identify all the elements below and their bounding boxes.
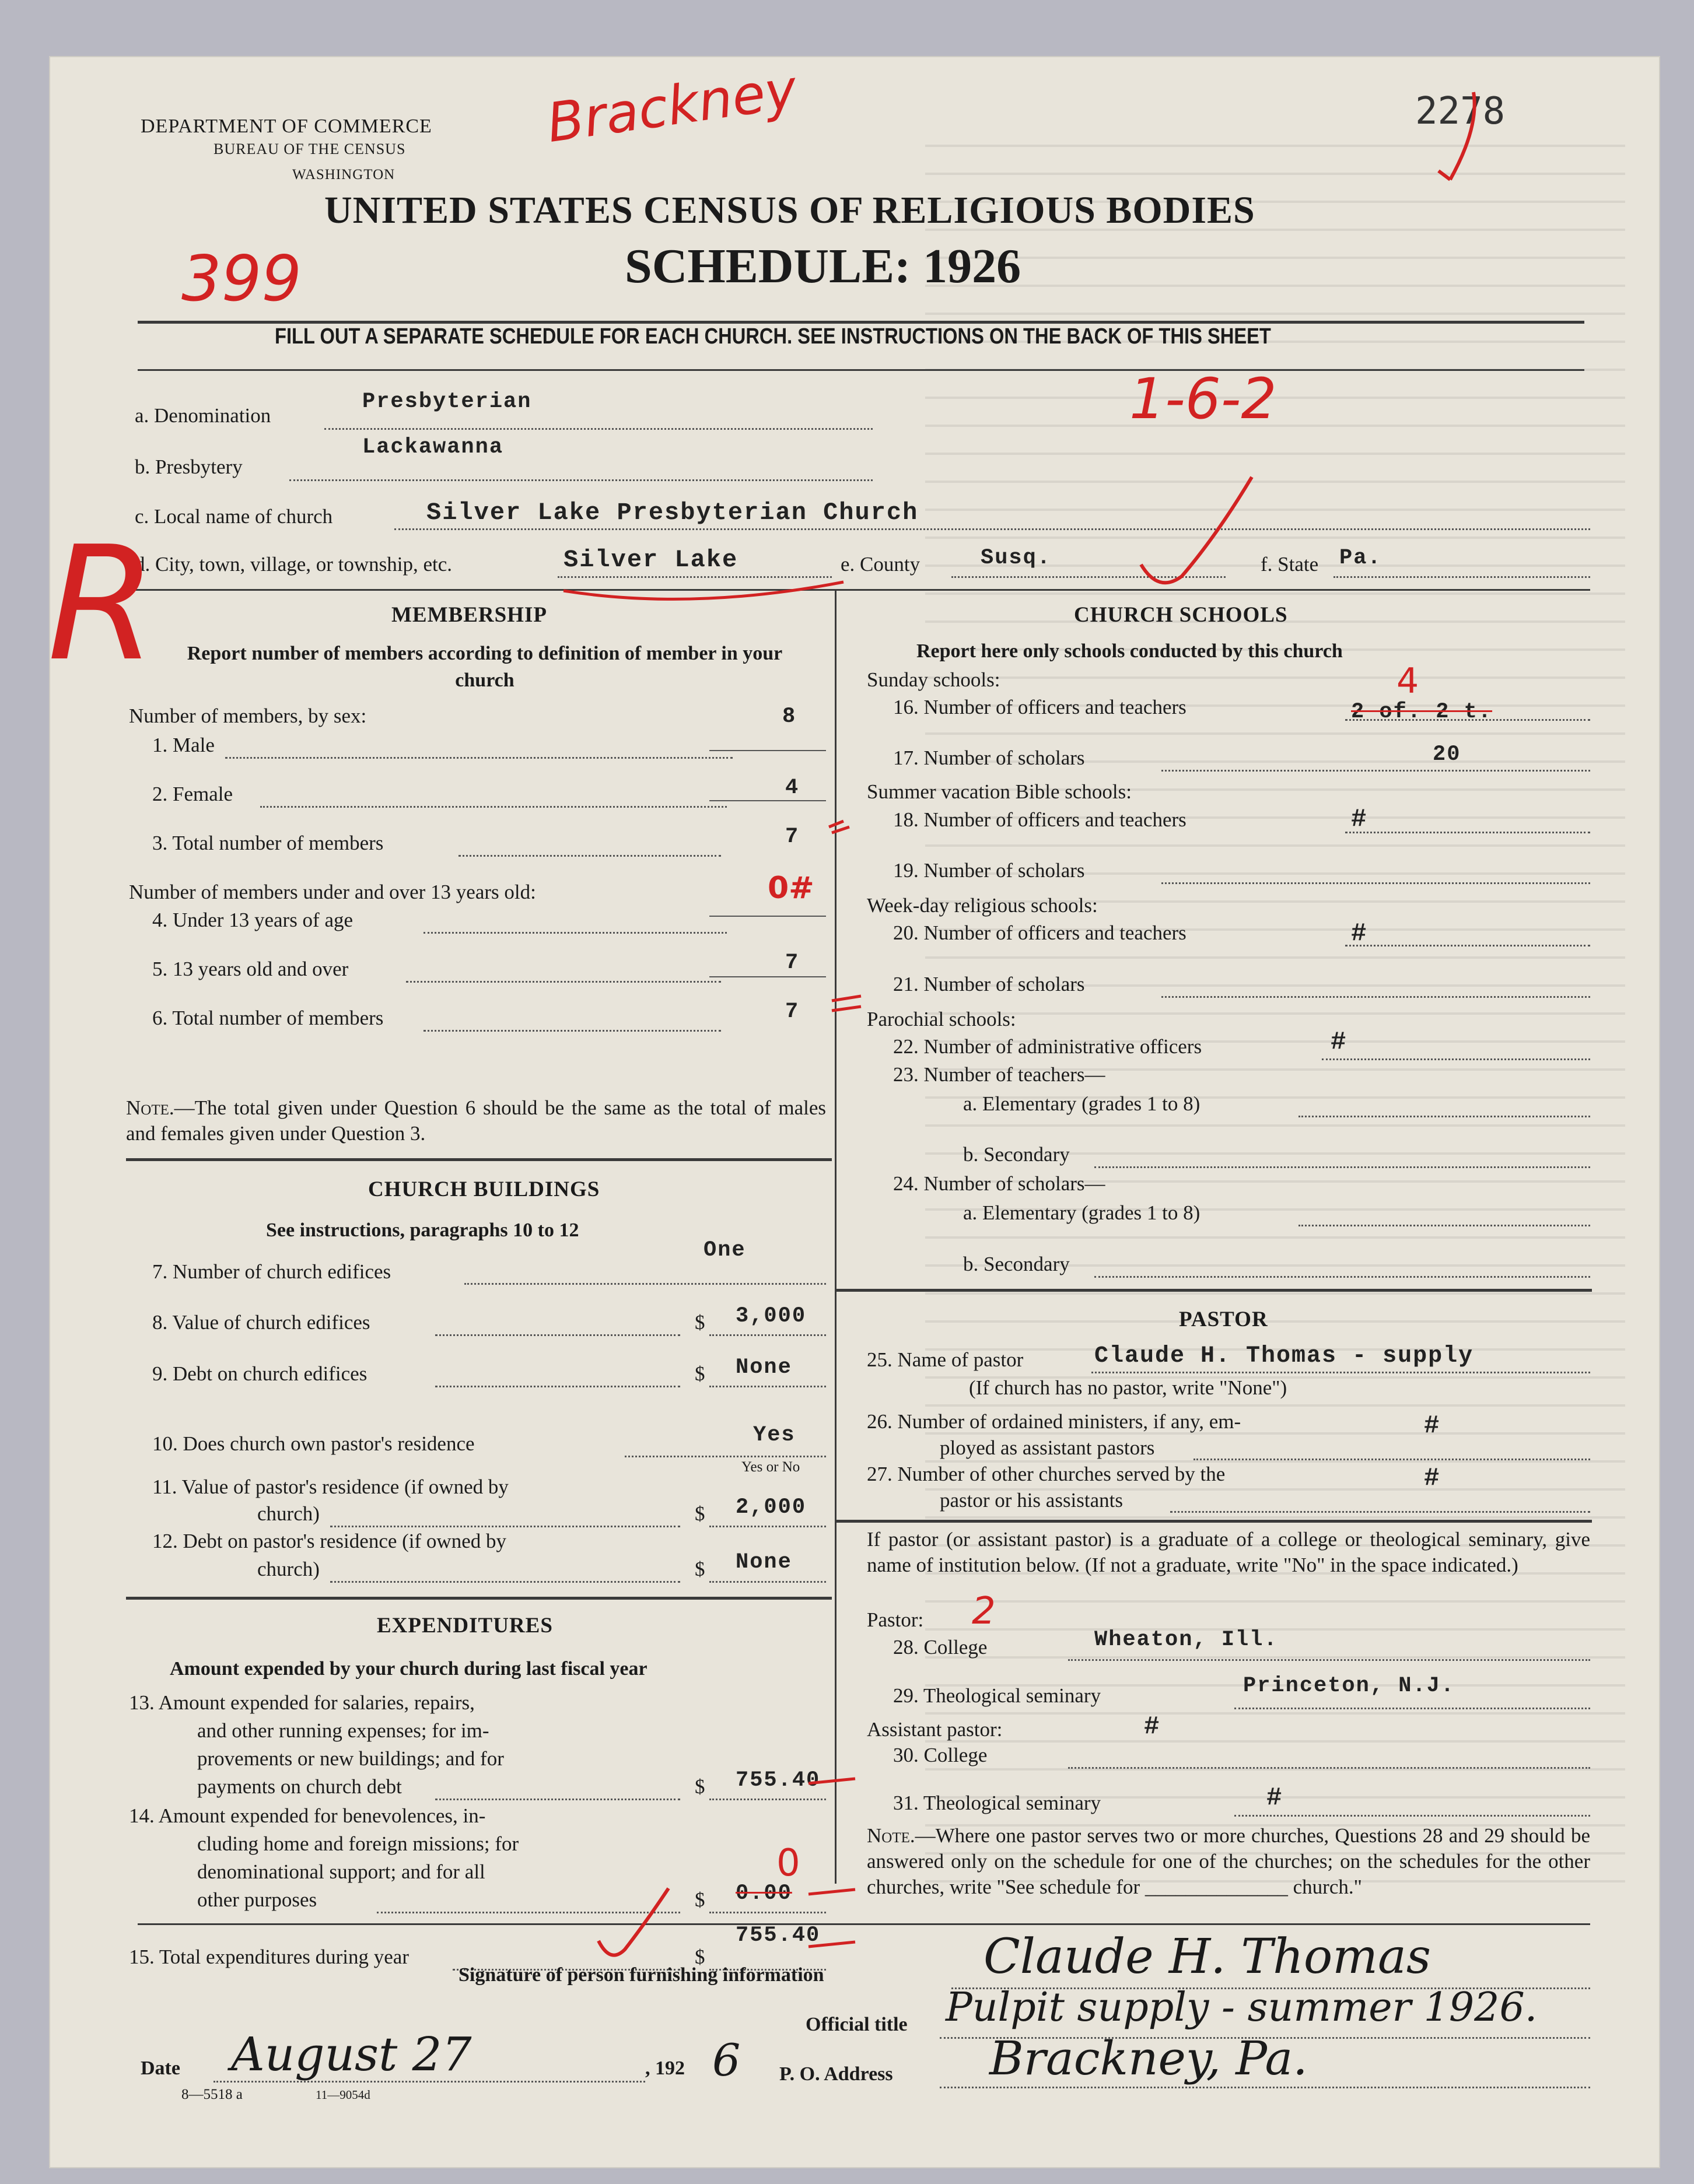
assistant-ministers-label-1: 26. Number of ordained ministers, if any, em- <box>867 1410 1241 1433</box>
seminary-label: 29. Theological seminary <box>893 1684 1101 1707</box>
census-schedule-sheet <box>47 57 1659 2167</box>
total-expenditures-label: 15. Total expenditures during year <box>129 1945 409 1968</box>
annotation-margin-letter: R <box>47 512 157 696</box>
total-members-age-label: 6. Total number of members <box>152 1007 384 1029</box>
annotation-code: 1-6-2 <box>1129 366 1277 432</box>
city-label: d. City, town, village, or township, etc. <box>135 553 453 576</box>
vacation-scholars-label: 19. Number of scholars <box>893 859 1085 882</box>
vacation-teachers-label: 18. Number of officers and teachers <box>893 808 1186 831</box>
membership-note: Note.—The total given under Question 6 should be the same as the total of males and females given under Question 3. <box>126 1096 826 1145</box>
assistant-ministers-field[interactable]: # <box>1424 1411 1441 1440</box>
pastor-name-hint: (If church has no pastor, write "None") <box>969 1376 1287 1399</box>
college-field[interactable]: Wheaton, Ill. <box>1094 1628 1278 1652</box>
pastor-red-mark: 2 <box>972 1590 996 1633</box>
page-subtitle: SCHEDULE: 1926 <box>625 239 1021 293</box>
assistant-college-label: 30. College <box>893 1744 988 1766</box>
pastor-subheading: Pastor: <box>867 1608 924 1631</box>
edifices-count-field[interactable]: One <box>704 1238 746 1263</box>
sunday-teachers-correction: 4 <box>1396 661 1419 702</box>
members-by-age-value[interactable]: 0# <box>768 871 814 906</box>
benevolences-label-1: 14. Amount expended for benevolences, in- <box>129 1804 486 1827</box>
benevolences-label-3: denominational support; and for all <box>197 1860 485 1883</box>
total-members-value[interactable]: 7 <box>785 825 800 849</box>
assistant-ministers-label-2: ployed as assistant pastors <box>940 1436 1155 1459</box>
residence-value-label-2: church) <box>257 1502 320 1525</box>
presbytery-label: b. Presbytery <box>135 455 243 478</box>
total-members-label: 3. Total number of members <box>152 832 384 854</box>
owns-residence-label: 10. Does church own pastor's residence <box>152 1432 475 1455</box>
edifices-count-label: 7. Number of church edifices <box>152 1260 391 1283</box>
sunday-teachers-label: 16. Number of officers and teachers <box>893 696 1186 718</box>
residence-debt-label-2: church) <box>257 1558 320 1580</box>
weekday-schools-label: Week-day religious schools: <box>867 894 1098 917</box>
other-churches-field[interactable]: # <box>1424 1464 1441 1493</box>
assistant-pastor-field[interactable]: # <box>1144 1712 1161 1741</box>
sunday-scholars-field[interactable]: 20 <box>1433 742 1461 767</box>
over-13-value[interactable]: 7 <box>785 951 800 975</box>
sunday-scholars-label: 17. Number of scholars <box>893 746 1085 769</box>
pastor-name-label: 25. Name of pastor <box>867 1348 1024 1371</box>
print-number: 11—9054d <box>316 2088 370 2102</box>
denomination-label: a. Denomination <box>135 404 271 427</box>
membership-heading: MEMBERSHIP <box>391 603 547 627</box>
parochial-officers-field[interactable]: # <box>1331 1028 1348 1057</box>
assistant-seminary-label: 31. Theological seminary <box>893 1792 1101 1814</box>
form-number: 8—5518 a <box>181 2087 243 2102</box>
church-schools-intro: Report here only schools conducted by this church <box>916 640 1343 662</box>
parochial-scholars-label: 24. Number of scholars— <box>893 1172 1105 1195</box>
benevolences-correction: 0 <box>776 1842 800 1885</box>
membership-intro: Report number of members according to definition of member in your church <box>187 643 783 691</box>
official-title-label: Official title <box>806 2014 908 2035</box>
city-heading: WASHINGTON <box>292 167 396 183</box>
page-title: UNITED STATES CENSUS OF RELIGIOUS BODIES <box>324 189 1255 232</box>
expenses-label-3: provements or new buildings; and for <box>197 1747 504 1770</box>
county-label: e. County <box>841 553 921 576</box>
weekday-teachers-field[interactable]: # <box>1351 919 1368 948</box>
edifices-debt-label: 9. Debt on church edifices <box>152 1362 368 1385</box>
weekday-scholars-label: 21. Number of scholars <box>893 973 1085 995</box>
owns-residence-field[interactable]: Yes <box>753 1423 796 1447</box>
year-prefix: , 192 <box>645 2057 685 2079</box>
expenses-label-1: 13. Amount expended for salaries, repairs, <box>129 1691 475 1714</box>
sunday-schools-label: Sunday schools: <box>867 668 1000 691</box>
date-field[interactable]: August 27 <box>231 2027 472 2081</box>
graduate-instructions: If pastor (or assistant pastor) is a graduate of a college or theological seminary, give name of institution below. (If not a graduate, write "No" in the space indicated.) <box>867 1528 1590 1576</box>
signature-field[interactable]: Claude H. Thomas <box>984 1929 1431 1985</box>
scholars-secondary-label: b. Secondary <box>963 1253 1070 1275</box>
other-churches-label-2: pastor or his assistants <box>940 1489 1124 1512</box>
church-buildings-heading: CHURCH BUILDINGS <box>368 1177 600 1201</box>
scholars-elementary-label: a. Elementary (grades 1 to 8) <box>963 1201 1200 1224</box>
schedule-number: 2278 <box>1415 90 1506 133</box>
expenses-label-2: and other running expenses; for im- <box>197 1719 489 1742</box>
residence-value-label-1: 11. Value of pastor's residence (if owned by <box>152 1475 509 1498</box>
red-check-marks <box>50 57 1659 2167</box>
official-title-field[interactable]: Pulpit supply - summer 1926. <box>946 1985 1538 2031</box>
signature-label: Signature of person furnishing information <box>459 1964 824 1986</box>
bureau-heading: BUREAU OF THE CENSUS <box>214 141 406 157</box>
parochial-teachers-label: 23. Number of teachers— <box>893 1063 1105 1086</box>
weekday-teachers-label: 20. Number of officers and teachers <box>893 921 1186 944</box>
denomination-field[interactable]: Presbyterian <box>362 390 532 414</box>
instruction-banner: FILL OUT A SEPARATE SCHEDULE FOR EACH CHURCH. SEE INSTRUCTIONS ON THE BACK OF THIS SHEET <box>275 324 1271 349</box>
benevolences-field[interactable]: 0.00 <box>736 1881 792 1906</box>
po-address-field[interactable]: Brackney, Pa. <box>989 2031 1308 2085</box>
po-address-label: P. O. Address <box>779 2063 893 2085</box>
dollar-sign-q9: $ <box>695 1362 705 1385</box>
other-churches-label-1: 27. Number of other churches served by the <box>867 1463 1226 1485</box>
church-schools-heading: CHURCH SCHOOLS <box>1074 603 1288 627</box>
dollar-sign-q14: $ <box>695 1888 705 1911</box>
total-members-age-value[interactable]: 7 <box>785 1000 800 1024</box>
benevolences-label-2: cluding home and foreign missions; for <box>197 1832 519 1855</box>
members-by-sex-label: Number of members, by sex: <box>129 704 367 727</box>
expenditures-heading: EXPENDITURES <box>377 1614 553 1638</box>
edifices-value-field[interactable]: 3,000 <box>736 1304 807 1328</box>
teachers-secondary-label: b. Secondary <box>963 1143 1070 1166</box>
assistant-seminary-field[interactable]: # <box>1266 1783 1283 1813</box>
residence-value-field[interactable]: 2,000 <box>736 1495 807 1520</box>
city-field[interactable]: Silver Lake <box>564 546 738 574</box>
dollar-sign-q13: $ <box>695 1775 705 1798</box>
pastor-name-field[interactable]: Claude H. Thomas - supply <box>1094 1343 1474 1369</box>
pastor-note: Note.—Where one pastor serves two or more churches, Questions 28 and 29 should be answered only on the schedule for one of the churches; on the schedules for the other churches, write "See schedule for ______________ church." <box>867 1824 1590 1898</box>
pastor-heading: PASTOR <box>1179 1307 1268 1331</box>
date-label: Date <box>141 2057 180 2079</box>
sunday-teachers-field[interactable]: 2 of. 2 t. <box>1351 700 1493 724</box>
vacation-schools-label: Summer vacation Bible schools: <box>867 780 1132 803</box>
residence-debt-label-1: 12. Debt on pastor's residence (if owned by <box>152 1530 506 1552</box>
expenses-label-4: payments on church debt <box>197 1775 402 1798</box>
church-buildings-sub: See instructions, paragraphs 10 to 12 <box>266 1219 579 1241</box>
members-by-sex-value[interactable]: 8 <box>782 704 797 729</box>
church-name-label: c. Local name of church <box>135 505 333 528</box>
dollar-sign-q12: $ <box>695 1558 705 1580</box>
dollar-sign-q15: $ <box>695 1945 705 1968</box>
annotation-brackney: Brackney <box>543 58 801 155</box>
edifices-value-label: 8. Value of church edifices <box>152 1311 370 1334</box>
vacation-teachers-field[interactable]: # <box>1351 805 1368 834</box>
under-13-label: 4. Under 13 years of age <box>152 909 354 931</box>
residence-debt-field[interactable]: None <box>736 1550 792 1575</box>
assistant-pastor-subheading: Assistant pastor: <box>867 1718 1003 1741</box>
members-by-age-label: Number of members under and over 13 years old: <box>129 881 536 903</box>
state-field[interactable]: Pa. <box>1339 546 1382 570</box>
county-field[interactable]: Susq. <box>981 546 1052 570</box>
state-label: f. State <box>1261 553 1319 576</box>
department-heading: DEPARTMENT OF COMMERCE <box>141 115 432 137</box>
benevolences-label-4: other purposes <box>197 1888 317 1911</box>
expenses-field[interactable]: 755.40 <box>736 1768 821 1793</box>
male-label: 1. Male <box>152 734 215 756</box>
female-value[interactable]: 4 <box>785 776 800 800</box>
over-13-label: 5. 13 years old and over <box>152 958 349 980</box>
annotation-number: 399 <box>181 243 302 315</box>
college-label: 28. College <box>893 1636 988 1659</box>
expenditures-sub: Amount expended by your church during last fiscal year <box>170 1658 648 1680</box>
year-field[interactable]: 6 <box>712 2034 741 2086</box>
total-expenditures-field[interactable]: 755.40 <box>736 1923 821 1948</box>
parochial-officers-label: 22. Number of administrative officers <box>893 1035 1202 1058</box>
presbytery-field[interactable]: Lackawanna <box>362 435 504 460</box>
parochial-schools-label: Parochial schools: <box>867 1008 1016 1030</box>
edifices-debt-field[interactable]: None <box>736 1355 792 1380</box>
dollar-sign-q11: $ <box>695 1502 705 1525</box>
church-name-field[interactable]: Silver Lake Presbyterian Church <box>426 499 919 527</box>
dollar-sign-q8: $ <box>695 1311 705 1334</box>
female-label: 2. Female <box>152 783 233 805</box>
owns-residence-hint: Yes or No <box>741 1459 800 1475</box>
teachers-elementary-label: a. Elementary (grades 1 to 8) <box>963 1092 1200 1115</box>
seminary-field[interactable]: Princeton, N.J. <box>1243 1674 1455 1698</box>
